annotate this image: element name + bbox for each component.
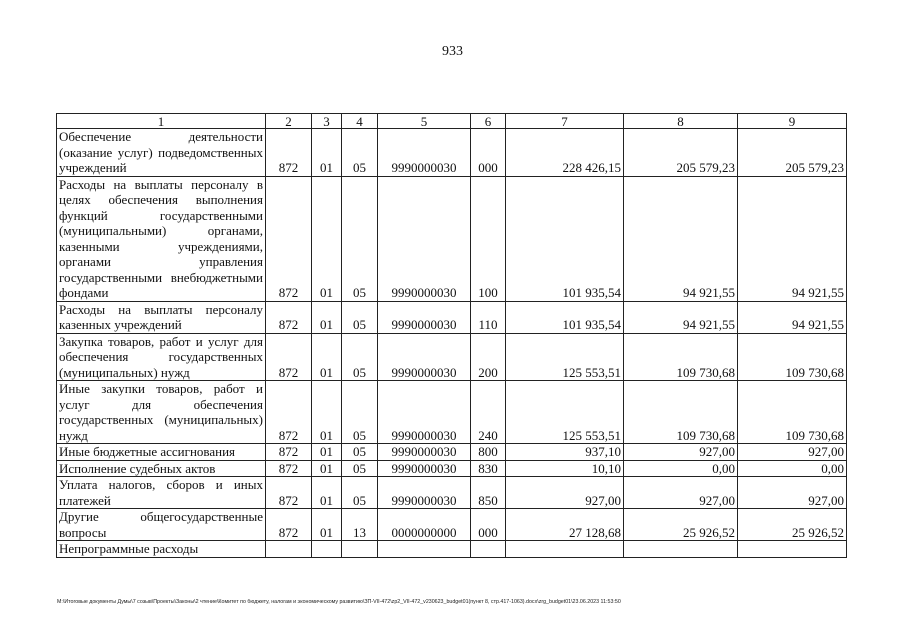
column-header: 1 — [57, 114, 266, 129]
cell-col-8: 109 730,68 — [624, 333, 738, 381]
table-row — [57, 460, 847, 477]
row-name-cell: Исполнение судебных актов — [57, 460, 266, 477]
column-header: 7 — [506, 114, 624, 129]
cell-col-3: 01 — [312, 301, 342, 333]
cell-col-5: 9990000030 — [378, 477, 471, 509]
table-row — [57, 444, 847, 461]
row-name-cell: Другие общегосударственные вопросы — [57, 509, 266, 541]
cell-col-2: 872 — [266, 444, 312, 461]
page-number: 933 — [442, 44, 463, 59]
table-row — [57, 381, 847, 444]
cell-col-5: 9990000030 — [378, 176, 471, 301]
cell-col-7: 10,10 — [506, 460, 624, 477]
column-header: 5 — [378, 114, 471, 129]
cell-col-4: 05 — [342, 460, 378, 477]
cell-col-4: 05 — [342, 129, 378, 177]
cell-col-3: 01 — [312, 444, 342, 461]
cell-col-8: 927,00 — [624, 477, 738, 509]
row-name-cell: Непрограммные расходы — [57, 541, 266, 558]
column-header: 4 — [342, 114, 378, 129]
cell-col-8: 109 730,68 — [624, 381, 738, 444]
cell-col-7: 937,10 — [506, 444, 624, 461]
budget-table — [56, 113, 847, 558]
cell-col-3: 01 — [312, 129, 342, 177]
cell-col-9: 927,00 — [738, 477, 847, 509]
row-name-cell: Иные бюджетные ассигнования — [57, 444, 266, 461]
row-name-cell: Уплата налогов, сборов и иных платежей — [57, 477, 266, 509]
cell-col-3 — [312, 541, 342, 558]
cell-col-6 — [471, 541, 506, 558]
cell-col-9: 109 730,68 — [738, 381, 847, 444]
cell-col-2: 872 — [266, 381, 312, 444]
table-header-row — [57, 114, 847, 129]
cell-col-9: 109 730,68 — [738, 333, 847, 381]
cell-col-2: 872 — [266, 333, 312, 381]
row-name-cell: Расходы на выплаты персоналу казенных учреждений — [57, 301, 266, 333]
cell-col-8: 205 579,23 — [624, 129, 738, 177]
cell-col-3: 01 — [312, 509, 342, 541]
cell-col-3: 01 — [312, 333, 342, 381]
cell-col-5 — [378, 541, 471, 558]
cell-col-5: 9990000030 — [378, 333, 471, 381]
cell-col-6: 200 — [471, 333, 506, 381]
cell-col-8: 0,00 — [624, 460, 738, 477]
table-row — [57, 333, 847, 381]
cell-col-3: 01 — [312, 381, 342, 444]
cell-col-4: 05 — [342, 176, 378, 301]
row-name-cell: Обеспечение деятельности (оказание услуг) подведомственных учреждений — [57, 129, 266, 177]
column-header: 9 — [738, 114, 847, 129]
cell-col-3: 01 — [312, 176, 342, 301]
table-row — [57, 129, 847, 177]
document-path-footer: M:\Итоговые документы Думы\7 созыв\Проекты\Законы\2 чтение\Комитет по бюджету, налогам и экономическому развитию\ЗП-VII-472\zp2_VII-472_v230623_budget01(пункт 8, стр.417-1063).docx\zrg_budget01\23.06.2023 11:53:50 — [57, 599, 621, 605]
cell-col-9: 927,00 — [738, 444, 847, 461]
cell-col-2: 872 — [266, 509, 312, 541]
cell-col-8: 94 921,55 — [624, 301, 738, 333]
cell-col-4: 05 — [342, 333, 378, 381]
column-header: 3 — [312, 114, 342, 129]
cell-col-5: 9990000030 — [378, 301, 471, 333]
cell-col-4 — [342, 541, 378, 558]
cell-col-9: 205 579,23 — [738, 129, 847, 177]
row-name-cell: Иные закупки товаров, работ и услуг для обеспечения государственных (муниципальных) нужд — [57, 381, 266, 444]
cell-col-3: 01 — [312, 460, 342, 477]
cell-col-6: 100 — [471, 176, 506, 301]
cell-col-7: 228 426,15 — [506, 129, 624, 177]
cell-col-2: 872 — [266, 301, 312, 333]
cell-col-7 — [506, 541, 624, 558]
cell-col-5: 0000000000 — [378, 509, 471, 541]
cell-col-5: 9990000030 — [378, 460, 471, 477]
cell-col-7: 927,00 — [506, 477, 624, 509]
cell-col-2: 872 — [266, 176, 312, 301]
table-row — [57, 176, 847, 301]
table-row — [57, 301, 847, 333]
cell-col-6: 800 — [471, 444, 506, 461]
table-row — [57, 477, 847, 509]
cell-col-2: 872 — [266, 129, 312, 177]
cell-col-5: 9990000030 — [378, 444, 471, 461]
cell-col-4: 13 — [342, 509, 378, 541]
table-row — [57, 509, 847, 541]
cell-col-6: 000 — [471, 129, 506, 177]
cell-col-7: 125 553,51 — [506, 333, 624, 381]
cell-col-8: 94 921,55 — [624, 176, 738, 301]
column-header: 2 — [266, 114, 312, 129]
row-name-cell: Закупка товаров, работ и услуг для обеспечения государственных (муниципальных) нужд — [57, 333, 266, 381]
cell-col-6: 110 — [471, 301, 506, 333]
cell-col-4: 05 — [342, 381, 378, 444]
cell-col-4: 05 — [342, 477, 378, 509]
cell-col-8 — [624, 541, 738, 558]
cell-col-7: 125 553,51 — [506, 381, 624, 444]
cell-col-4: 05 — [342, 301, 378, 333]
cell-col-9: 94 921,55 — [738, 176, 847, 301]
cell-col-6: 240 — [471, 381, 506, 444]
cell-col-9 — [738, 541, 847, 558]
cell-col-6: 830 — [471, 460, 506, 477]
cell-col-6: 850 — [471, 477, 506, 509]
cell-col-7: 27 128,68 — [506, 509, 624, 541]
row-name-cell: Расходы на выплаты персоналу в целях обеспечения выполнения функций государственными (муниципальными) органами, казенными учреждениями, органами управления государственными внебюджетными фондами — [57, 176, 266, 301]
cell-col-6: 000 — [471, 509, 506, 541]
cell-col-2: 872 — [266, 477, 312, 509]
cell-col-9: 25 926,52 — [738, 509, 847, 541]
cell-col-7: 101 935,54 — [506, 176, 624, 301]
cell-col-2 — [266, 541, 312, 558]
cell-col-3: 01 — [312, 477, 342, 509]
cell-col-9: 94 921,55 — [738, 301, 847, 333]
table-row — [57, 541, 847, 558]
cell-col-2: 872 — [266, 460, 312, 477]
cell-col-7: 101 935,54 — [506, 301, 624, 333]
cell-col-5: 9990000030 — [378, 381, 471, 444]
column-header: 8 — [624, 114, 738, 129]
column-header: 6 — [471, 114, 506, 129]
cell-col-9: 0,00 — [738, 460, 847, 477]
cell-col-8: 25 926,52 — [624, 509, 738, 541]
cell-col-5: 9990000030 — [378, 129, 471, 177]
cell-col-8: 927,00 — [624, 444, 738, 461]
cell-col-4: 05 — [342, 444, 378, 461]
